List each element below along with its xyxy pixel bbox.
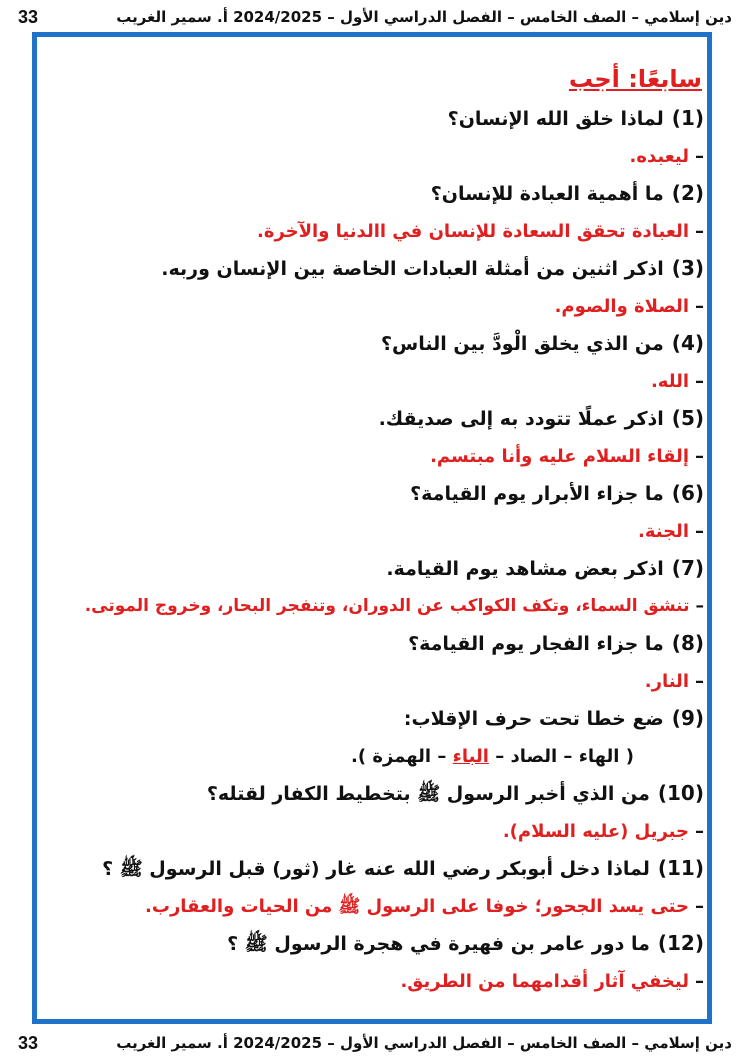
answer-7: –تنشق السماء، وتكف الكواكب عن الدوران، وتنفجر البحار، وخروج الموتى.: [84, 596, 704, 616]
answer-4: –الله.: [650, 371, 704, 392]
answer-6: –الجنة.: [637, 521, 704, 542]
question-4: (4)من الذي يخلق الْودَّ بين الناس؟: [381, 331, 704, 355]
worksheet-content: [44, 58, 704, 1016]
question-12: (12)ما دور عامر بن فهيرة في هجرة الرسول ﷺ ؟: [227, 931, 704, 955]
question-2: (2)ما أهمية العبادة للإنسان؟: [430, 181, 704, 205]
letter-hamza: الهمزة: [372, 746, 432, 767]
section-title: سابعًا: أجب: [568, 65, 702, 93]
letters-list: ( الهاء – الصاد – الباء – الهمزة ).: [351, 746, 634, 767]
question-7: (7)اذكر بعض مشاهد يوم القيامة.: [386, 556, 704, 580]
answer-1: –ليعبده.: [629, 146, 704, 167]
answer-2: –العبادة تحقق السعادة للإنسان في االدنيا والآخرة.: [257, 221, 704, 242]
question-10: (10)من الذي أخبر الرسول ﷺ بتخطيط الكفار لقتله؟: [206, 781, 704, 805]
question-5: (5)اذكر عملًا تتودد به إلى صديقك.: [378, 406, 704, 430]
page-header: [18, 4, 732, 30]
question-8: (8)ما جزاء الفجار يوم القيامة؟: [408, 631, 704, 655]
letter-saad: الصاد: [510, 746, 558, 767]
question-9: (9)ضع خطا تحت حرف الإقلاب:: [403, 706, 704, 730]
page-footer: [18, 1030, 732, 1056]
answer-11: –حتى يسد الجحور؛ خوفا على الرسول ﷺ من الحيات والعقارب.: [145, 896, 704, 917]
header-info: دين إسلامي – الصف الخامس – الفصل الدراسي الأول – 2024/2025 أ. سمير الغريب: [116, 8, 732, 26]
answer-12: –ليخفي آثار أقدامهما من الطريق.: [400, 971, 704, 992]
question-1: (1)لماذا خلق الله الإنسان؟: [447, 106, 704, 130]
question-11: (11)لماذا دخل أبوبكر رضي الله عنه غار (ثور) قبل الرسول ﷺ ؟: [102, 856, 704, 880]
letter-baa-highlighted: الباء: [452, 746, 489, 767]
footer-info: دين إسلامي – الصف الخامس – الفصل الدراسي الأول – 2024/2025 أ. سمير الغريب: [116, 1034, 732, 1052]
question-6: (6)ما جزاء الأبرار يوم القيامة؟: [410, 481, 704, 505]
answer-3: –الصلاة والصوم.: [554, 296, 704, 317]
answer-5: –إلقاء السلام عليه وأنا مبتسم.: [430, 446, 704, 467]
question-3: (3)اذكر اثنين من أمثلة العبادات الخاصة بين الإنسان وربه.: [161, 256, 704, 280]
footer-page-number: 33: [18, 1032, 39, 1053]
letter-haa: الهاء: [578, 746, 620, 767]
answer-10: –جبريل (عليه السلام).: [502, 821, 704, 842]
page-number: 33: [18, 6, 39, 27]
answer-8: –النار.: [644, 671, 704, 692]
